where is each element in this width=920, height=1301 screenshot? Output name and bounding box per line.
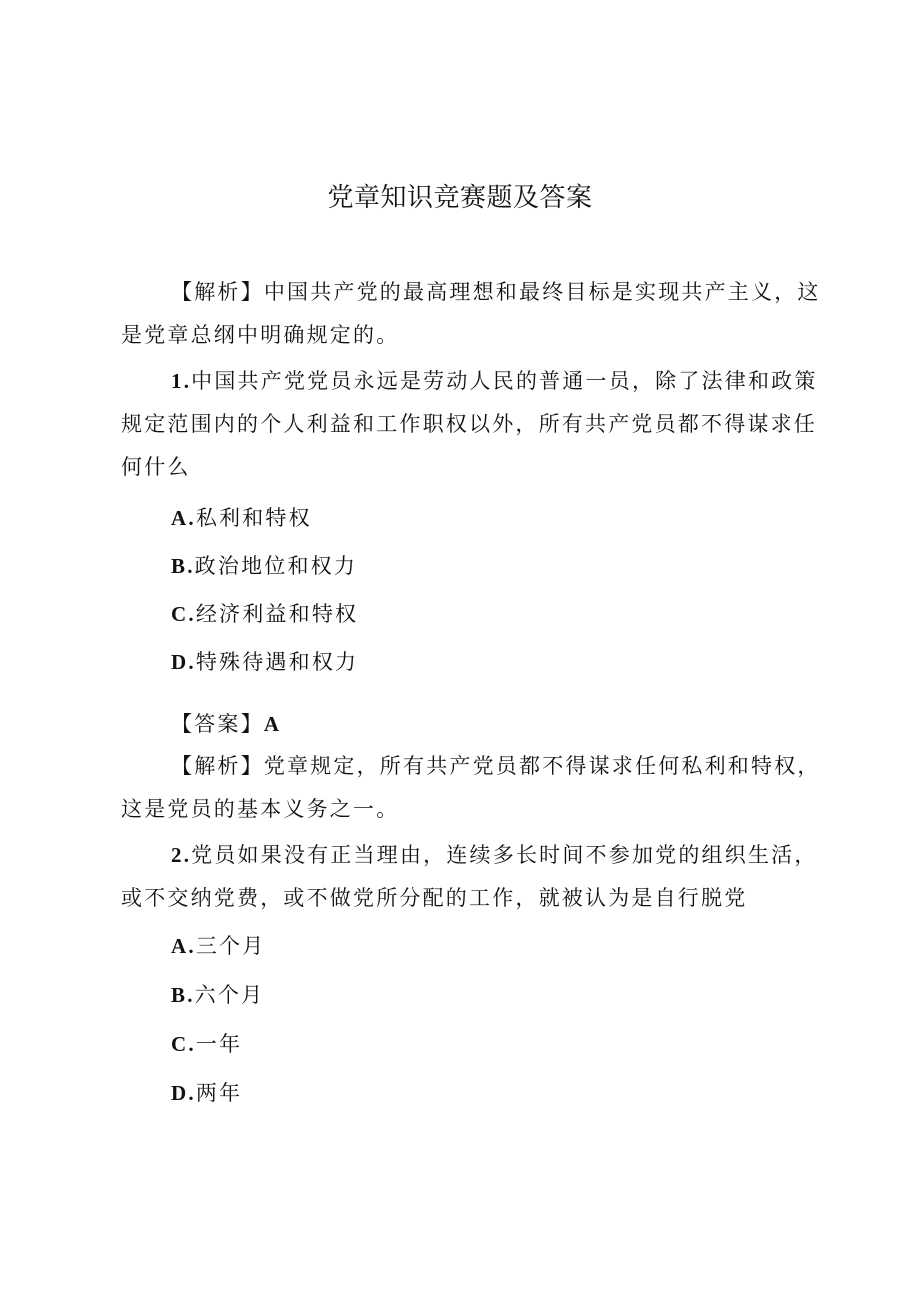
option-text: 特殊待遇和权力 — [195, 650, 359, 674]
question-1-answer — [171, 709, 281, 739]
question-1-option-a — [171, 503, 312, 533]
option-letter: C. — [171, 602, 196, 626]
option-text: 私利和特权 — [195, 506, 312, 530]
question-2-number: 2. — [171, 843, 192, 867]
analysis-label: 【解析】 — [171, 754, 264, 778]
option-text: 六个月 — [194, 983, 265, 1007]
question-1-analysis — [121, 745, 821, 831]
option-letter: B. — [171, 983, 195, 1007]
question-1-option-d — [171, 647, 358, 677]
question-2-option-d — [171, 1078, 242, 1108]
question-2-option-b — [171, 980, 264, 1010]
question-2-option-a — [171, 931, 265, 961]
option-letter: C. — [171, 1032, 196, 1056]
option-letter: D. — [171, 650, 196, 674]
question-2-option-c — [171, 1029, 242, 1059]
option-text: 一年 — [195, 1032, 243, 1056]
question-2-text: 党员如果没有正当理由，连续多长时间不参加党的组织生活，或不交纳党费，或不做党所分配的工作，就被认为是自行脱党 — [121, 843, 818, 910]
option-letter: B. — [171, 554, 195, 578]
question-1-option-c — [171, 599, 358, 629]
option-text: 两年 — [195, 1081, 243, 1105]
intro-analysis — [121, 271, 821, 357]
document-title: 党章知识竞赛题及答案 — [327, 183, 593, 213]
option-text: 三个月 — [195, 934, 266, 958]
intro-analysis-label: 【解析】 — [171, 280, 264, 304]
question-2 — [121, 834, 821, 920]
intro-analysis-text: 中国共产党的最高理想和最终目标是实现共产主义，这是党章总纲中明确规定的。 — [121, 280, 821, 347]
option-letter: D. — [171, 1081, 196, 1105]
option-text: 经济利益和特权 — [195, 602, 359, 626]
option-letter: A. — [171, 934, 196, 958]
answer-label: 【答案】 — [171, 712, 264, 736]
option-text: 政治地位和权力 — [194, 554, 358, 578]
option-letter: A. — [171, 506, 196, 530]
answer-value: A — [263, 712, 282, 736]
question-1-text: 中国共产党党员永远是劳动人民的普通一员，除了法律和政策规定范围内的个人利益和工作职权以外，所有共产党员都不得谋求任何什么 — [121, 369, 818, 479]
question-1 — [121, 360, 821, 489]
question-1-number: 1. — [171, 369, 192, 393]
analysis-text: 党章规定，所有共产党员都不得谋求任何私利和特权，这是党员的基本义务之一。 — [121, 754, 821, 821]
question-1-option-b — [171, 551, 357, 581]
